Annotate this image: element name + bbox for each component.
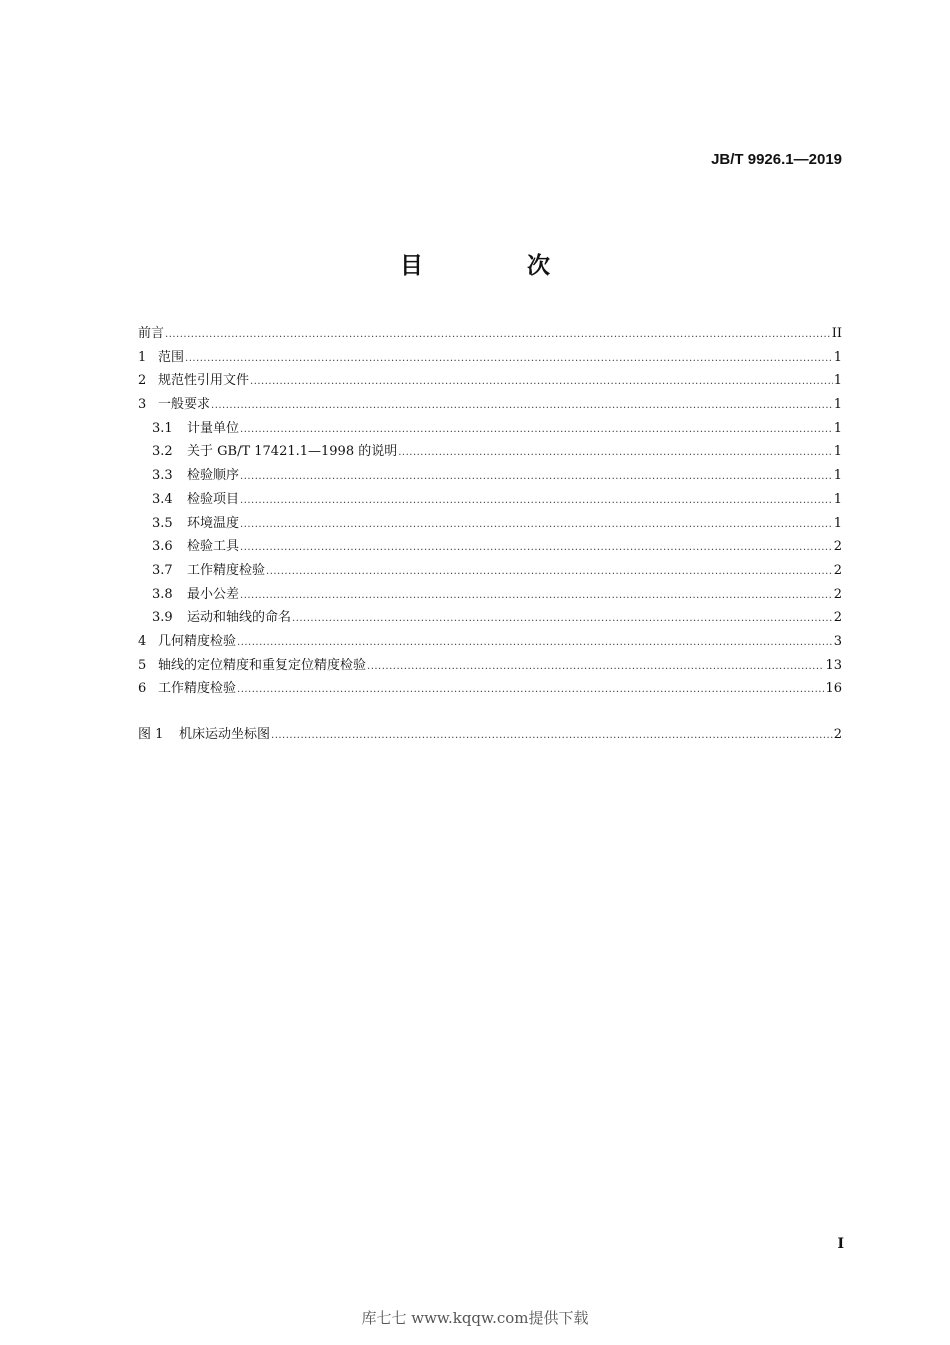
- dot-leader: [240, 424, 833, 435]
- dot-leader: [240, 495, 833, 506]
- dot-leader: [185, 353, 833, 364]
- entry-number: 图 1: [138, 727, 164, 742]
- entry-label: 关于 GB/T 17421.1—1998 的说明: [187, 444, 398, 460]
- entry-number: 3.7: [152, 562, 173, 578]
- entry-number: 3.1: [152, 420, 173, 436]
- figure-entry[interactable]: [138, 723, 842, 747]
- entry-number: 6: [138, 681, 147, 697]
- entry-label: 工作精度检验: [187, 562, 266, 578]
- dot-leader: [292, 613, 833, 624]
- dot-leader: [240, 519, 833, 530]
- entry-page: 1: [833, 468, 842, 484]
- dot-leader: [240, 471, 833, 482]
- toc-entry[interactable]: [138, 559, 842, 583]
- entry-label: 计量单位: [187, 420, 240, 436]
- entry-number: 3.4: [152, 491, 173, 507]
- entry-page: 1: [833, 444, 842, 460]
- entry-number: 3.9: [152, 610, 173, 626]
- dot-leader: [240, 590, 833, 601]
- dot-leader: [240, 542, 833, 553]
- toc-entry[interactable]: [138, 440, 842, 464]
- toc-entry[interactable]: [138, 369, 842, 393]
- entry-page: 16: [825, 681, 842, 697]
- entry-label: 范围: [158, 349, 185, 365]
- entry-label: 检验顺序: [187, 468, 240, 484]
- toc-title: 目 次: [399, 253, 598, 279]
- toc-entry[interactable]: [138, 654, 842, 678]
- toc-entry[interactable]: [138, 583, 842, 607]
- toc-entry[interactable]: [138, 677, 842, 701]
- toc-entry[interactable]: [138, 488, 842, 512]
- entry-number: 3.3: [152, 468, 173, 484]
- entry-number: 2: [138, 373, 147, 389]
- toc-entry[interactable]: [138, 322, 842, 346]
- entry-label: 几何精度检验: [158, 633, 237, 649]
- entry-number: 1: [138, 349, 147, 365]
- entry-label: 检验工具: [187, 539, 240, 555]
- entry-page: 2: [833, 610, 842, 626]
- dot-leader: [237, 637, 833, 648]
- entry-label: 运动和轴线的命名: [187, 610, 292, 626]
- entry-label: 机床运动坐标图: [179, 727, 271, 742]
- entry-page: 2: [833, 586, 842, 602]
- entry-page: 1: [833, 349, 842, 365]
- entry-label: 工作精度检验: [158, 681, 237, 697]
- dot-leader: [211, 400, 833, 411]
- entry-page: II: [831, 326, 842, 341]
- table-of-contents: [138, 322, 842, 701]
- entry-number: 3.5: [152, 515, 173, 531]
- dot-leader: [367, 661, 824, 672]
- entry-page: 2: [833, 727, 842, 742]
- toc-entry[interactable]: [138, 606, 842, 630]
- entry-label: 检验项目: [187, 491, 240, 507]
- entry-page: 13: [825, 657, 842, 673]
- entry-label: 前言: [138, 326, 165, 341]
- dot-leader: [250, 376, 833, 387]
- entry-number: 3.6: [152, 539, 173, 555]
- toc-entry[interactable]: [138, 535, 842, 559]
- toc-entry[interactable]: [138, 464, 842, 488]
- entry-page: 1: [833, 515, 842, 531]
- entry-page: 1: [833, 420, 842, 436]
- entry-number: 3.8: [152, 586, 173, 602]
- dot-leader: [165, 329, 831, 340]
- entry-label: 最小公差: [187, 586, 240, 602]
- dot-leader: [266, 566, 833, 577]
- entry-page: 3: [833, 633, 842, 649]
- page-number: I: [837, 1236, 844, 1252]
- entry-label: 环境温度: [187, 515, 240, 531]
- toc-entry[interactable]: [138, 346, 842, 370]
- toc-entry[interactable]: [138, 630, 842, 654]
- dot-leader: [237, 684, 824, 695]
- figure-list: [138, 723, 842, 747]
- toc-entry[interactable]: [138, 393, 842, 417]
- entry-number: 3.2: [152, 444, 173, 460]
- entry-number: 5: [138, 657, 147, 673]
- entry-number: 4: [138, 633, 147, 649]
- entry-page: 1: [833, 491, 842, 507]
- toc-entry[interactable]: [138, 417, 842, 441]
- entry-label: 轴线的定位精度和重复定位精度检验: [158, 657, 367, 673]
- entry-page: 1: [833, 397, 842, 413]
- entry-page: 2: [833, 539, 842, 555]
- entry-number: 3: [138, 397, 147, 413]
- entry-page: 1: [833, 373, 842, 389]
- toc-entry[interactable]: [138, 512, 842, 536]
- dot-leader: [271, 730, 833, 741]
- entry-label: 一般要求: [158, 397, 211, 413]
- entry-label: 规范性引用文件: [158, 373, 250, 389]
- entry-page: 2: [833, 562, 842, 578]
- watermark: 库七七 www.kqqw.com提供下载: [361, 1309, 589, 1327]
- dot-leader: [398, 447, 832, 458]
- standard-code: JB/T 9926.1—2019: [711, 151, 842, 168]
